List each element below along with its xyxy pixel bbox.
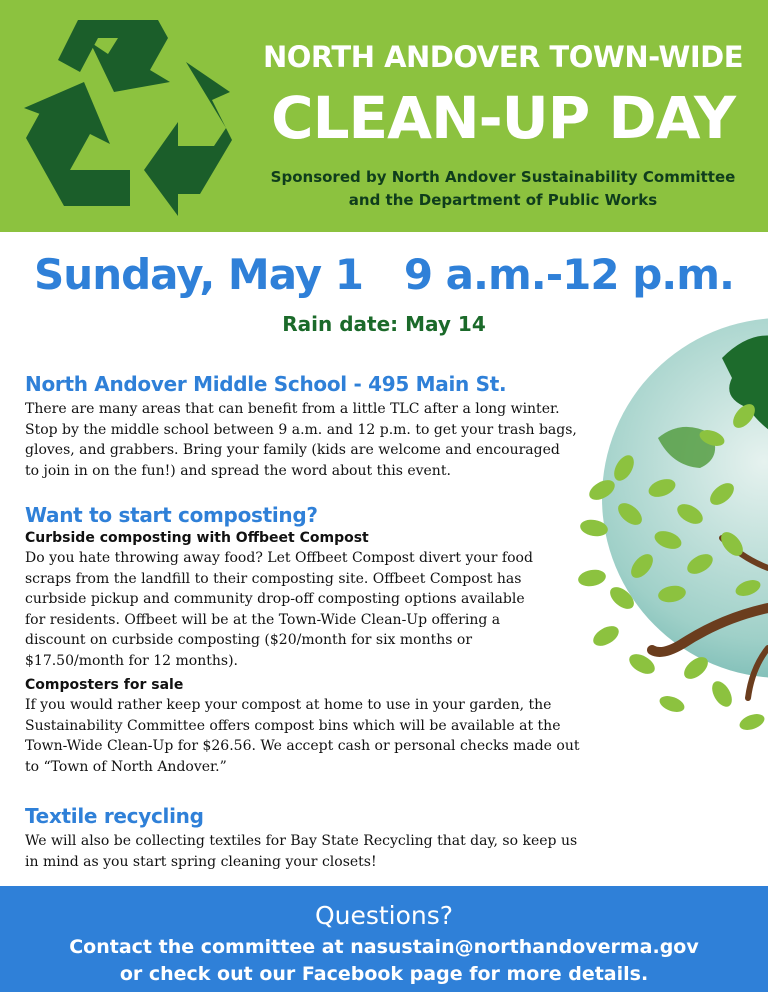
textile-heading: Textile recycling	[25, 804, 204, 828]
text-line: to “Town of North Andover.”	[25, 758, 227, 775]
text-line: scraps from the landfill to their composting site. Offbeet Compost has	[25, 570, 522, 587]
composting-section	[25, 503, 585, 777]
curbside-subheading: Curbside composting with Offbeet Compost	[25, 530, 369, 546]
curbside-body	[25, 548, 585, 671]
text-line: to join in on the fun!) and spread the word about this event.	[25, 462, 451, 479]
text-line: curbside pickup and community drop-off composting options available	[25, 591, 525, 607]
text-line: gloves, and grabbers. Bring your family (kids are welcome and encouraged	[25, 442, 560, 458]
location-section	[25, 372, 585, 481]
event-date-time: Sunday, May 1 9 a.m.-12 p.m.	[34, 250, 734, 299]
header-title-line2: CLEAN-UP DAY	[271, 84, 735, 152]
text-line: Sustainability Committee offers compost bins which will be available at the	[25, 717, 561, 734]
header-banner	[0, 0, 768, 232]
location-body	[25, 399, 585, 481]
composting-heading: Want to start composting?	[25, 503, 318, 527]
sponsor-line1: Sponsored by North Andover Sustainability Committee	[270, 168, 736, 186]
footer-title: Questions?	[314, 901, 454, 930]
sponsor-text	[248, 166, 758, 212]
text-line: We will also be collecting textiles for Bay State Recycling that day, so keep us	[25, 833, 578, 849]
sponsor-line2: and the Department of Public Works	[348, 191, 658, 209]
text-line: in mind as you start spring cleaning your closets!	[25, 853, 377, 870]
composters-body	[25, 695, 585, 777]
textile-body	[25, 831, 585, 872]
textile-section	[25, 804, 585, 872]
text-line: $17.50/month for 12 months).	[25, 652, 238, 669]
location-heading: North Andover Middle School - 495 Main St.	[25, 372, 507, 396]
text-line: for residents. Offbeet will be at the Town-Wide Clean-Up offering a	[25, 611, 501, 628]
rain-date: Rain date: May 14	[282, 312, 486, 336]
globe-with-tree-icon	[572, 318, 768, 758]
text-line: If you would rather keep your compost at home to use in your garden, the	[25, 697, 552, 713]
text-line: discount on curbside composting ($20/month for six months or	[25, 632, 473, 648]
composters-subheading: Composters for sale	[25, 677, 184, 693]
text-line: Stop by the middle school between 9 a.m. and 12 p.m. to get your trash bags,	[25, 421, 577, 438]
text-line: There are many areas that can benefit from a little TLC after a long winter.	[25, 401, 560, 417]
recycle-icon	[18, 10, 246, 226]
text-line: Town-Wide Clean-Up for $26.56. We accept cash or personal checks made out	[25, 738, 580, 754]
footer-line1: Contact the committee at nasustain@northandoverma.gov	[69, 936, 699, 958]
footer-line2: or check out our Facebook page for more details.	[119, 963, 649, 985]
text-line: Do you hate throwing away food? Let Offbeet Compost divert your food	[25, 550, 533, 566]
footer-banner	[0, 886, 768, 992]
footer-contact	[0, 934, 768, 988]
header-title-line1: NORTH ANDOVER TOWN-WIDE	[262, 40, 744, 74]
